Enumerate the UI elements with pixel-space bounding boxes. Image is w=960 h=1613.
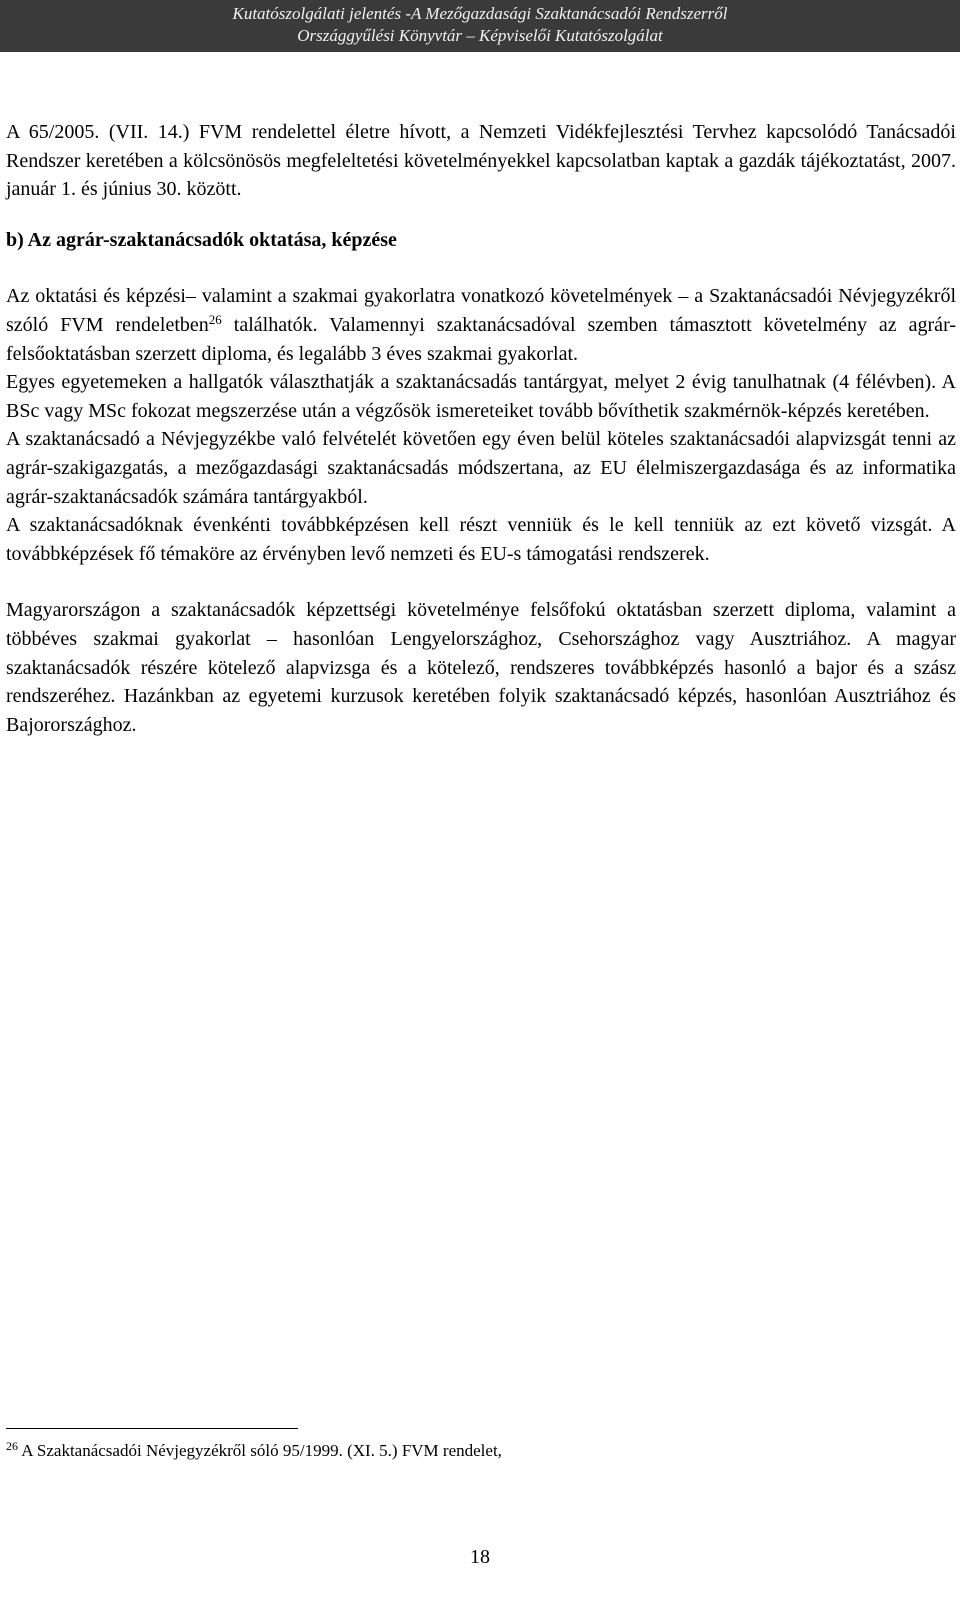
paragraph-requirements-text-cont: találhatók. Valamennyi szaktanácsadóval szemben támasztott követelmény az agrár-felsőoktatásban szerzett diploma, és legalább 3 éves szakmai gyakorlat. <box>6 313 956 365</box>
paragraph-requirements <box>6 282 956 368</box>
footnote <box>6 1440 502 1462</box>
header-subtitle: Országgyűlési Könyvtár – Képviselői Kutatószolgálat <box>297 26 663 45</box>
footnote-divider <box>6 1428 298 1429</box>
section-heading: b) Az agrár-szaktanácsadók oktatása, képzése <box>6 228 397 251</box>
paragraph-requirements-text: Az oktatási és képzési– valamint a szakmai gyakorlatra vonatkozó követelmények – a Szaktanácsadói Névjegyzékről szóló FVM rendeletben <box>6 285 956 336</box>
paragraph-training: A szaktanácsadóknak évenkénti továbbképzésen kell részt venniük és le kell tenniük az ezt követő vizsgát. A továbbképzések fő témaköre az érvényben levő nemzeti és EU-s támogatási rendszerek. <box>6 514 956 565</box>
paragraph-comparison: Magyarországon a szaktanácsadók képzettségi követelménye felsőfokú oktatásban szerzett diploma, valamint a többéves szakmai gyakorlat – hasonlóan Lengyelországhoz, Csehországhoz vagy Ausztriához. A magyar szaktanácsadók részére kötelező alapvizsga és a kötelező, rendszeres továbbképzés hasonló a bajor és a szász rendszeréhez. Hazánkban az egyetemi kurzusok keretében folyik szaktanácsadó képzés, hasonlóan Ausztriához és Bajorországhoz. <box>6 599 956 736</box>
paragraph-exam: A szaktanácsadó a Névjegyzékbe való felvételét követően egy éven belül köteles szaktanácsadói alapvizsgát tenni az agrár-szakigazgatás, a mezőgazdasági szaktanácsadás módszertana, az EU élelmiszergazdasága és az informatika agrár-szaktanácsadók számára tantárgyakból. <box>6 428 956 508</box>
footnote-reference[interactable]: 26 <box>208 311 222 327</box>
paragraph-university: Egyes egyetemeken a hallgatók választhatják a szaktanácsadás tantárgyat, melyet 2 évig tanulhatnak (4 félévben). A BSc vagy MSc fokozat megszerzése után a végzősök ismereteiket tovább bővíthetik szakmérnök-képzés keretében. <box>6 371 956 422</box>
running-header <box>0 0 960 52</box>
document-body <box>6 118 956 739</box>
footnote-text: A Szaktanácsadói Névjegyzékről sóló 95/1999. (XI. 5.) FVM rendelet, <box>18 1441 502 1460</box>
intro-paragraph: A 65/2005. (VII. 14.) FVM rendelettel életre hívott, a Nemzeti Vidékfejlesztési Tervhez kapcsolódó Tanácsadói Rendszer keretében a kölcsönösös megfeleltetési követelményekkel kapcsolatban kaptak a gazdák tájékoztatást, 2007. január 1. és június 30. között. <box>6 121 956 201</box>
footnote-number: 26 <box>6 1439 18 1453</box>
header-title: Kutatószolgálati jelentés -A Mezőgazdasági Szaktanácsadói Rendszerről <box>232 4 728 23</box>
page-number: 18 <box>470 1546 490 1568</box>
